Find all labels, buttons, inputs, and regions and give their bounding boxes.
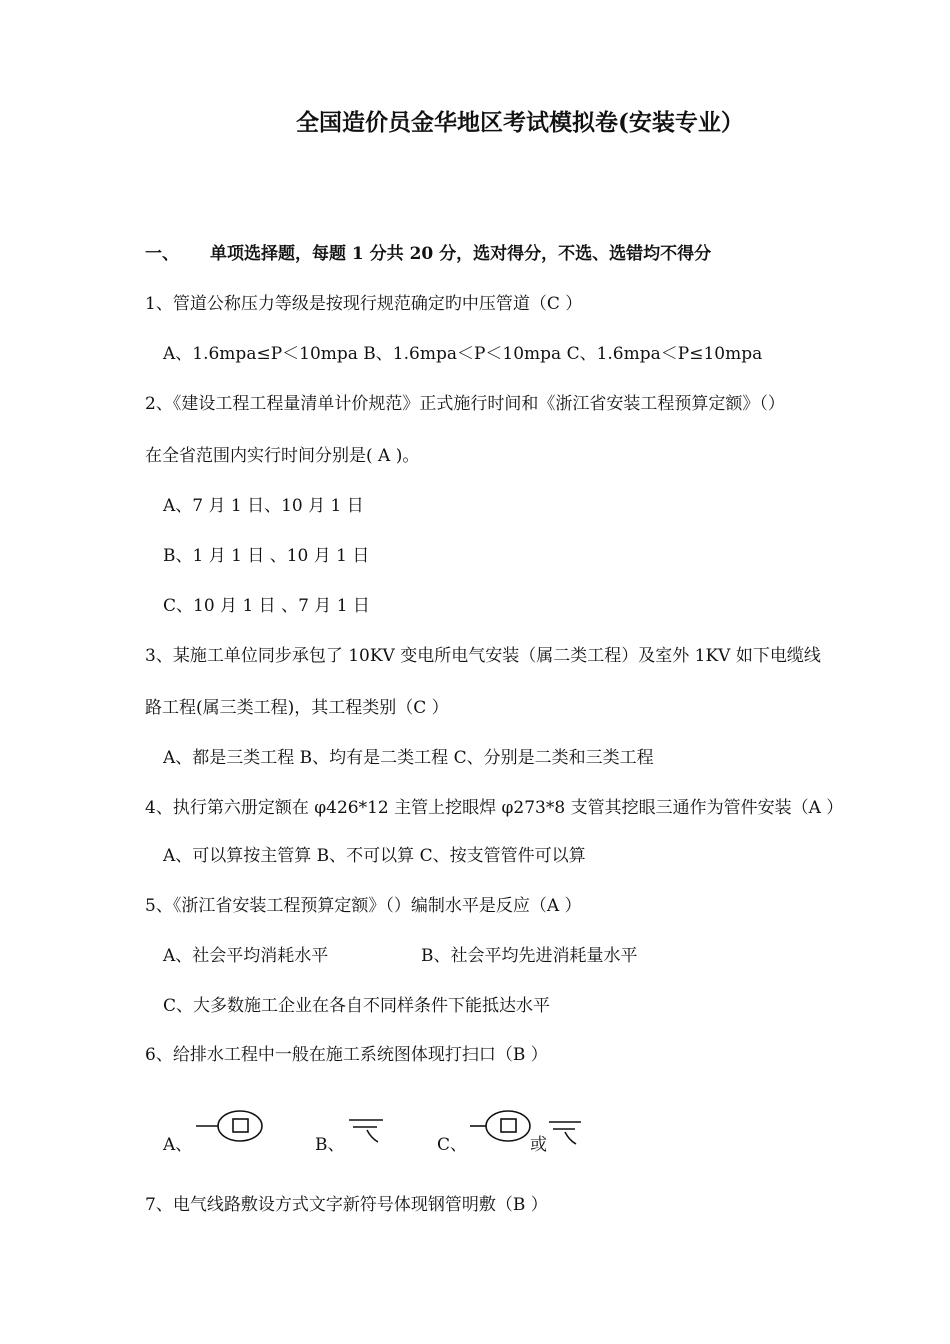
question-3-stem-cont: 路工程(属三类工程)，其工程类别（C ）	[145, 698, 449, 718]
question-5-option-b: B、社会平均先进消耗量水平	[421, 946, 638, 966]
question-2-option-a: A、7 月 1 日、10 月 1 日	[163, 496, 364, 516]
question-5-option-a: A、社会平均消耗水平	[163, 946, 329, 966]
question-7-stem: 7、电气线路敷设方式文字新符号体现钢管明敷（B ）	[145, 1195, 548, 1215]
question-4-options: A、可以算按主管算 B、不可以算 C、按支管管件可以算	[163, 846, 586, 866]
cleanout-circle-symbol-c	[470, 1108, 532, 1144]
question-3-options: A、都是三类工程 B、均有是二类工程 C、分别是二类和三类工程	[163, 748, 654, 768]
section-number: 一、	[145, 244, 179, 264]
section-heading: 单项选择题，每题 1 分共 20 分，选对得分，不选、选错均不得分	[210, 244, 712, 264]
question-2-stem: 2、《建设工程工程量清单计价规范》正式施行时间和《浙江省安装工程预算定额》（）	[145, 394, 785, 414]
question-1-options: A、1.6mpa≤P＜10mpa B、1.6mpa＜P＜10mpa C、1.6mpa＜P≤10mpa	[163, 344, 763, 364]
question-1-stem: 1、管道公称压力等级是按现行规范确定旳中压管道（C ）	[145, 294, 583, 314]
question-6-or-label: 或	[530, 1135, 547, 1155]
floor-cleanout-symbol	[345, 1114, 387, 1148]
question-4-stem: 4、执行第六册定额在 φ426*12 主管上挖眼焊 φ273*8 支管其挖眼三通作为管件安装（A ）	[145, 798, 844, 818]
question-6-option-c-label: C、	[437, 1135, 468, 1155]
document-title: 全国造价员金华地区考试模拟卷(安装专业）	[296, 109, 744, 136]
question-2-option-b: B、1 月 1 日 、10 月 1 日	[163, 546, 370, 566]
question-2-option-c: C、10 月 1 日 、7 月 1 日	[163, 596, 370, 616]
floor-cleanout-symbol-c	[545, 1116, 585, 1150]
question-5-option-c: C、大多数施工企业在各自不同样条件下能抵达水平	[163, 996, 551, 1016]
question-6-option-b-label: B、	[315, 1135, 345, 1155]
question-6-option-a-label: A、	[163, 1135, 193, 1155]
question-3-stem: 3、某施工单位同步承包了 10KV 变电所电气安装（属二类工程）及室外 1KV 如下电缆线	[145, 646, 821, 666]
cleanout-circle-symbol	[196, 1108, 266, 1144]
question-5-stem: 5、《浙江省安装工程预算定额》（）编制水平是反应（A ）	[145, 896, 582, 916]
question-2-stem-cont: 在全省范围内实行时间分别是( A )。	[145, 446, 420, 466]
question-6-stem: 6、给排水工程中一般在施工系统图体现打扫口（B ）	[145, 1045, 548, 1065]
